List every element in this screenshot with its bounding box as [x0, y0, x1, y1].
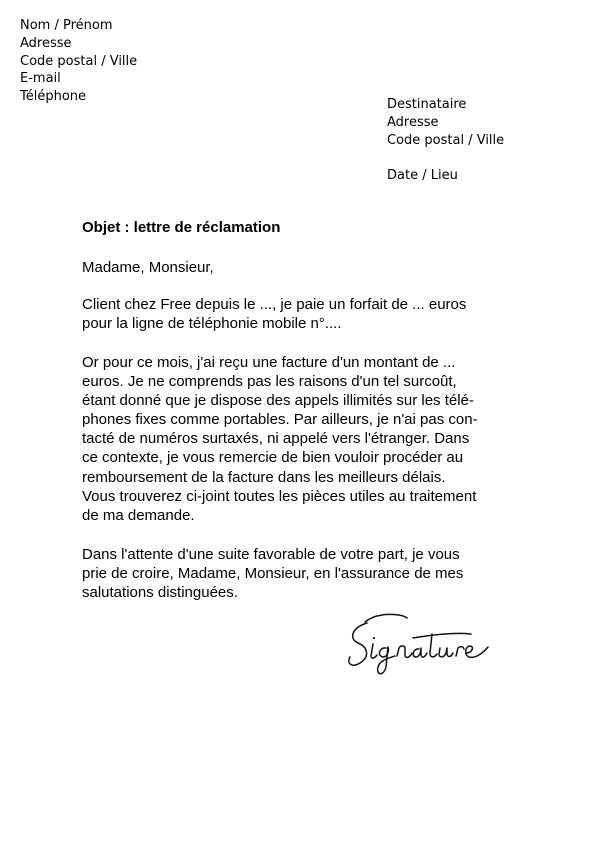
subject-line: Objet : lettre de réclamation [82, 219, 281, 236]
date-place: Date / Lieu [387, 168, 458, 183]
paragraph-line: ce contexte, je vous remercie de bien vouloir procéder au [82, 449, 464, 467]
sender-email: E-mail [20, 71, 61, 87]
signature-image [343, 612, 493, 680]
paragraph-intro [82, 295, 507, 333]
paragraph-closing [82, 545, 507, 602]
paragraph-line: prie de croire, Madame, Monsieur, en l'assurance de mes [82, 565, 464, 583]
recipient-name: Destinataire [387, 97, 467, 112]
paragraph-line: tacté de numéros surtaxés, ni appelé vers l'étranger. Dans [82, 430, 470, 448]
salutation: Madame, Monsieur, [82, 259, 214, 276]
sender-address: Adresse [20, 35, 72, 51]
sender-block [20, 17, 137, 106]
paragraph-line: étant donné que je dispose des appels illimités sur les télé- [82, 392, 474, 410]
recipient-address: Adresse [387, 115, 439, 130]
paragraph-complaint [82, 353, 507, 525]
paragraph-line: Dans l'attente d'une suite favorable de votre part, je vous [82, 546, 460, 563]
paragraph-line: euros. Je ne comprends pas les raisons d'un tel surcoût, [82, 373, 457, 391]
sender-phone: Téléphone [20, 89, 87, 105]
paragraph-line: de ma demande. [82, 506, 195, 524]
paragraph-line: salutations distinguées. [82, 584, 238, 602]
paragraph-line: pour la ligne de téléphonie mobile n°.... [82, 315, 342, 333]
paragraph-line: Or pour ce mois, j'ai reçu une facture d'un montant de ... [82, 354, 456, 371]
paragraph-line: phones fixes comme portables. Par ailleurs, je n'ai pas con- [82, 411, 478, 429]
sender-name: Nom / Prénom [20, 18, 113, 33]
sender-postal-city: Code postal / Ville [20, 53, 138, 69]
paragraph-line: Client chez Free depuis le ..., je paie un forfait de ... euros [82, 296, 467, 313]
recipient-block [387, 96, 504, 150]
paragraph-line: remboursement de la facture dans les meilleurs délais. [82, 468, 446, 486]
paragraph-line: Vous trouverez ci-joint toutes les pièces utiles au traitement [82, 487, 477, 505]
recipient-postal-city: Code postal / Ville [387, 133, 505, 148]
